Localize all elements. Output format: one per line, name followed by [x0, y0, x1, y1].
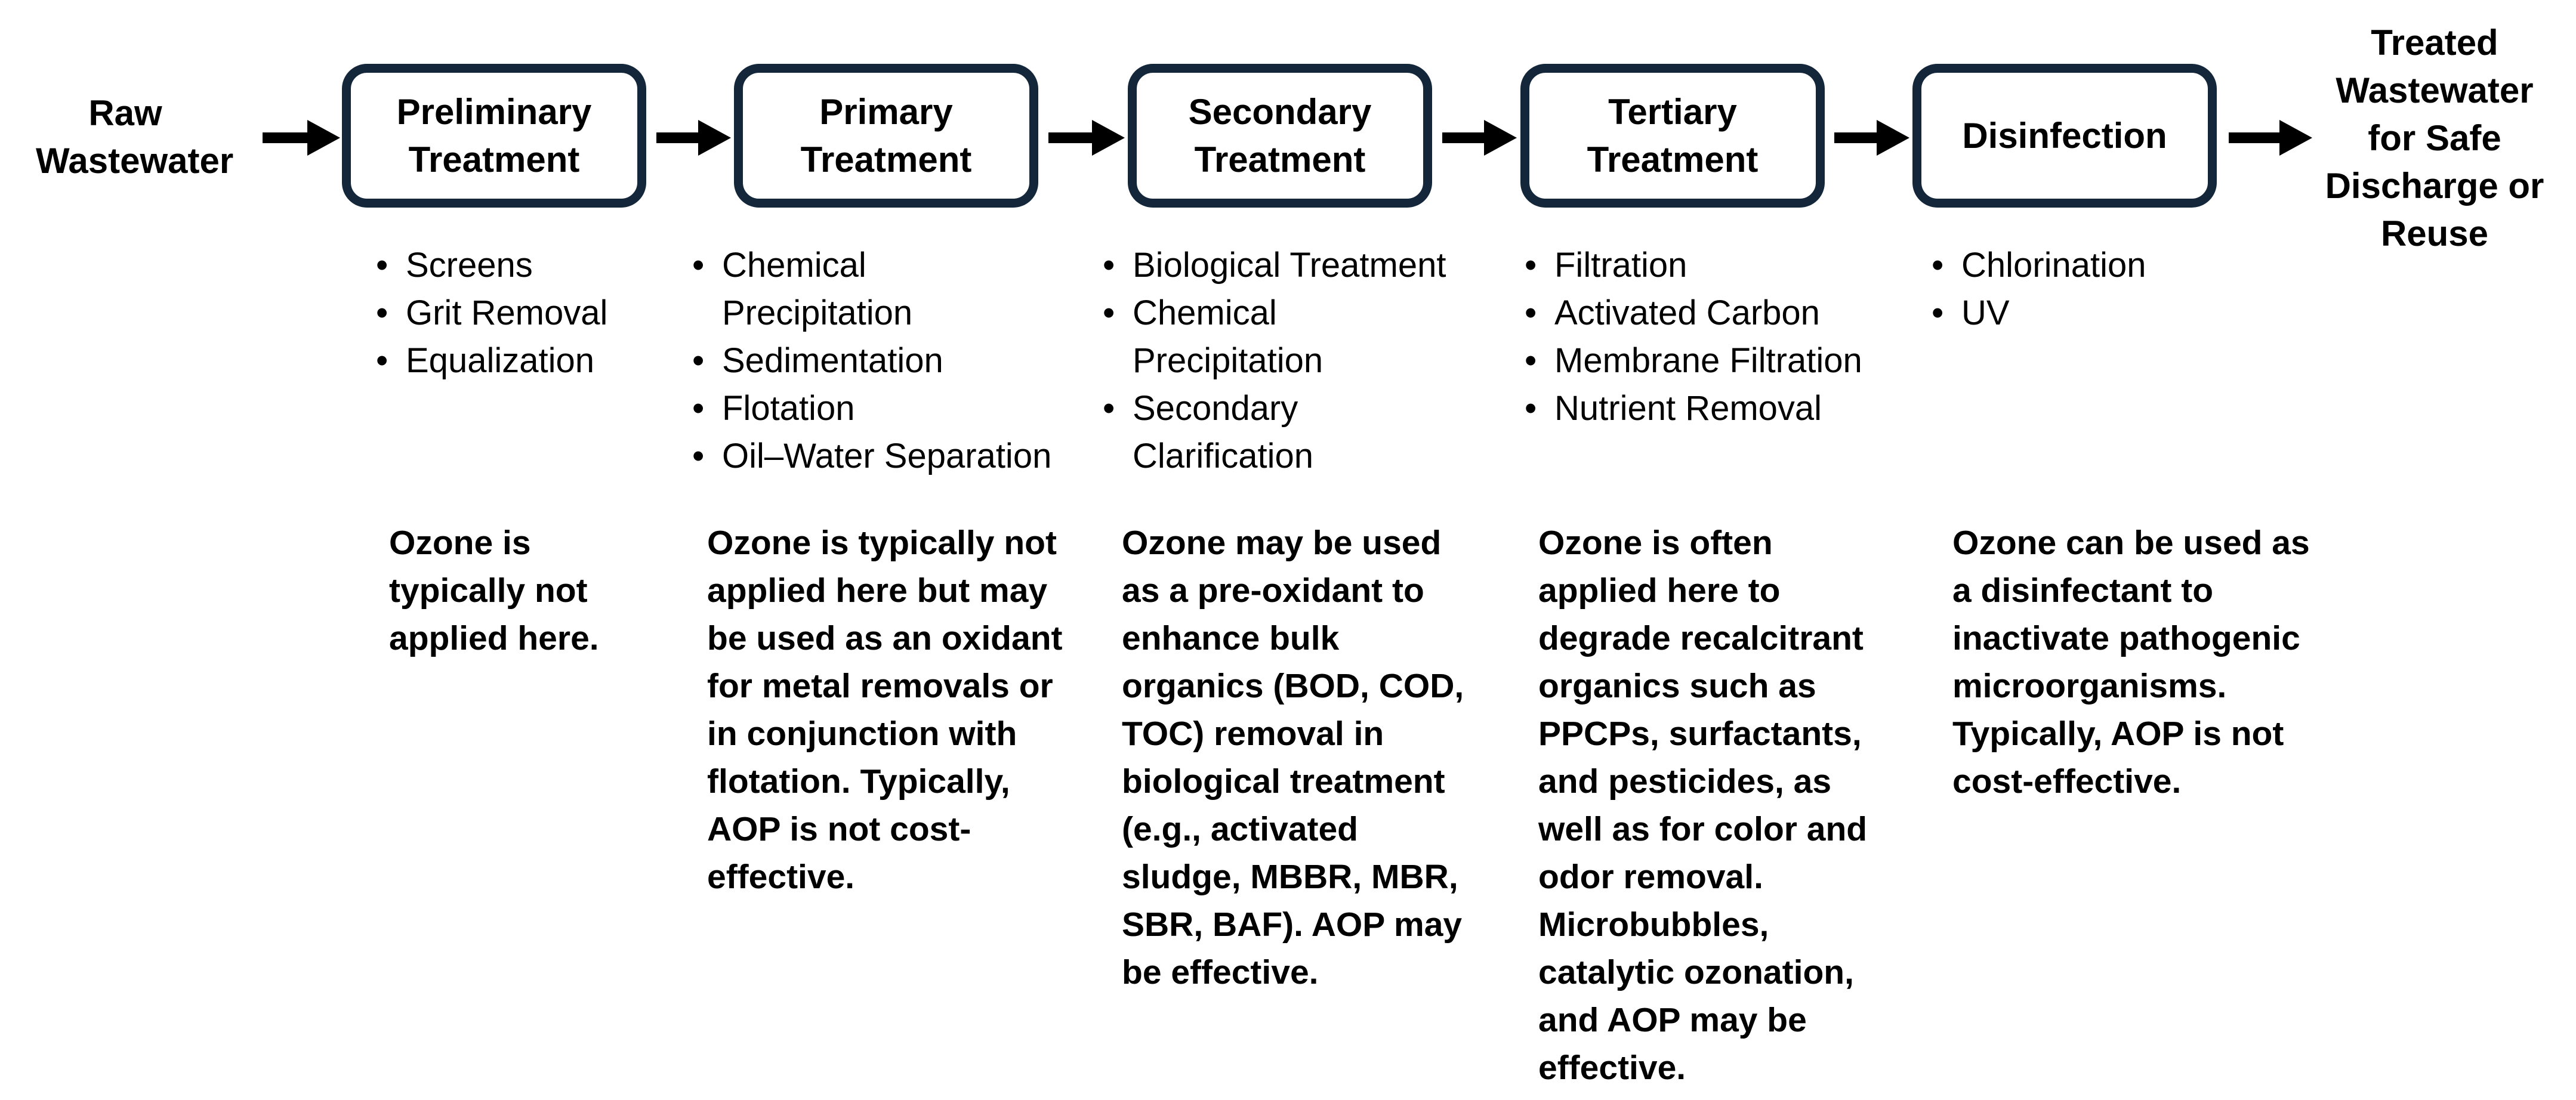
ozone-note-tertiary: Ozone is often applied here to degrade recalcitrant organics such as PPCPs, surfactants, and pesticides, as well as for color and odor removal. Microbubbles, catalytic ozonation, and AOP may be effective.	[1538, 524, 1868, 1087]
arrow-primary-to-secondary	[1048, 120, 1125, 156]
stage-box-primary	[734, 64, 1038, 208]
stage-title-disinfection: Disinfection	[1962, 115, 2167, 156]
bullet-item: • Flotation	[692, 385, 1051, 432]
bullet-item: • Sedimentation	[692, 337, 1051, 385]
stage-bullets-secondary	[1103, 242, 1446, 480]
stage-bullets-preliminary	[376, 242, 607, 385]
stage-box-preliminary	[342, 64, 646, 208]
stage-bullets-tertiary	[1525, 242, 1862, 432]
stage-title-secondary: Secondary Treatment	[1188, 91, 1372, 180]
stage-box-disinfection	[1912, 64, 2217, 208]
bullet-item: • Chemical Precipitation	[1103, 289, 1446, 385]
bullet-item: • Grit Removal	[376, 289, 607, 337]
ozone-note-primary: Ozone is typically not applied here but may be used as an oxidant for metal removals or in conjunction with flotation. Typically, AOP is not cost-effective.	[707, 524, 1063, 896]
arrow-raw-to-preliminary	[263, 120, 340, 156]
treated-wastewater-label: Treated Wastewater for Safe Discharge or Reuse	[2325, 23, 2544, 254]
bullet-item: • Secondary Clarification	[1103, 385, 1446, 480]
arrow-secondary-to-tertiary	[1442, 120, 1517, 156]
bullet-item: • Chemical Precipitation	[692, 242, 1051, 337]
arrow-preliminary-to-primary	[656, 120, 731, 156]
bullet-item: • Oil–Water Separation	[692, 432, 1051, 480]
bullet-item: • UV	[1932, 289, 2146, 337]
stage-title-tertiary: Tertiary Treatment	[1587, 91, 1759, 180]
stage-box-secondary	[1128, 64, 1432, 208]
stage-bullets-primary	[692, 242, 1051, 480]
raw-wastewater-label: Raw Wastewater	[36, 93, 234, 181]
ozone-note-secondary: Ozone may be used as a pre-oxidant to enhance bulk organics (BOD, COD, TOC) removal in biological treatment (e.g., activated sludge, MBBR, MBR, SBR, BAF). AOP may be effective.	[1122, 524, 1464, 991]
bullet-item: • Equalization	[376, 337, 607, 385]
bullet-item: • Chlorination	[1932, 242, 2146, 289]
stage-bullets-disinfection	[1932, 242, 2146, 337]
bullet-item: • Biological Treatment	[1103, 242, 1446, 289]
stage-title-primary: Primary Treatment	[800, 91, 972, 180]
arrow-disinfection-to-output	[2229, 120, 2312, 156]
ozone-note-disinfection: Ozone can be used as a disinfectant to inactivate pathogenic microorganisms. Typically, AOP is not cost-effective.	[1952, 524, 2310, 801]
stage-box-tertiary	[1520, 64, 1825, 208]
ozone-note-preliminary: Ozone is typically not applied here.	[389, 524, 599, 657]
bullet-item: • Screens	[376, 242, 607, 289]
stage-title-preliminary: Preliminary Treatment	[396, 91, 592, 180]
arrow-tertiary-to-disinfection	[1834, 120, 1909, 156]
bullet-item: • Membrane Filtration	[1525, 337, 1862, 385]
bullet-item: • Activated Carbon	[1525, 289, 1862, 337]
bullet-item: • Nutrient Removal	[1525, 385, 1862, 432]
bullet-item: • Filtration	[1525, 242, 1862, 289]
